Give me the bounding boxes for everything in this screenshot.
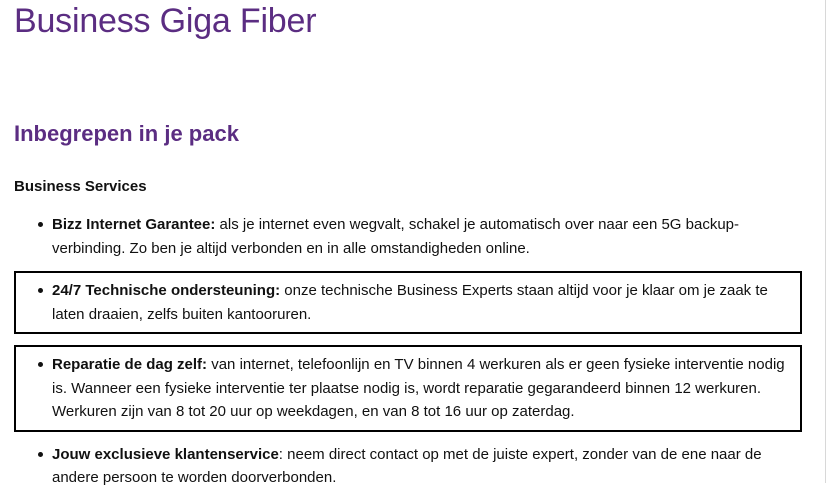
bullet-icon (38, 452, 43, 457)
feature-text: als je internet even wegvalt, schakel je automatisch over naar een 5G backup-verbinding. Zo ben je altijd verbonden en in alle omstandigheden online. (52, 216, 739, 257)
list-item (16, 443, 812, 490)
subheading: Business Services (14, 178, 147, 195)
feature-lead: Reparatie de dag zelf: (52, 356, 208, 373)
section-heading: Inbegrepen in je pack (14, 121, 239, 146)
feature-list (14, 197, 812, 490)
feature-text: onze technische Business Experts staan altijd voor je klaar om je zaak te laten draaien, zelfs buiten kantooruren. (52, 282, 768, 323)
feature-lead: Jouw exclusieve klantenservice (52, 445, 279, 463)
list-item (16, 213, 812, 260)
feature-text: : neem direct contact op met de juiste expert, zonder van de ene naar de andere persoon te worden doorverbonden. (52, 445, 762, 486)
bullet-icon (38, 222, 43, 227)
bullet-icon (38, 288, 43, 293)
list-item (14, 271, 802, 334)
feature-text: van internet, telefoonlijn en TV binnen 4 werkuren als er geen fysieke interventie nodig is. Wanneer een fysieke interventie ter plaatse nodig is, wordt reparatie gegarandeerd binnen 12 werkuren. Werkuren zijn van 8 tot 20 uur op weekdagen, en van 8 tot 16 uur op zaterdag. (52, 356, 785, 420)
feature-lead: Bizz Internet Garantee: (52, 216, 216, 233)
page-title: Business Giga Fiber (14, 2, 317, 40)
feature-lead: 24/7 Technische ondersteuning: (52, 282, 281, 299)
list-item (14, 345, 802, 432)
bullet-icon (38, 362, 43, 367)
